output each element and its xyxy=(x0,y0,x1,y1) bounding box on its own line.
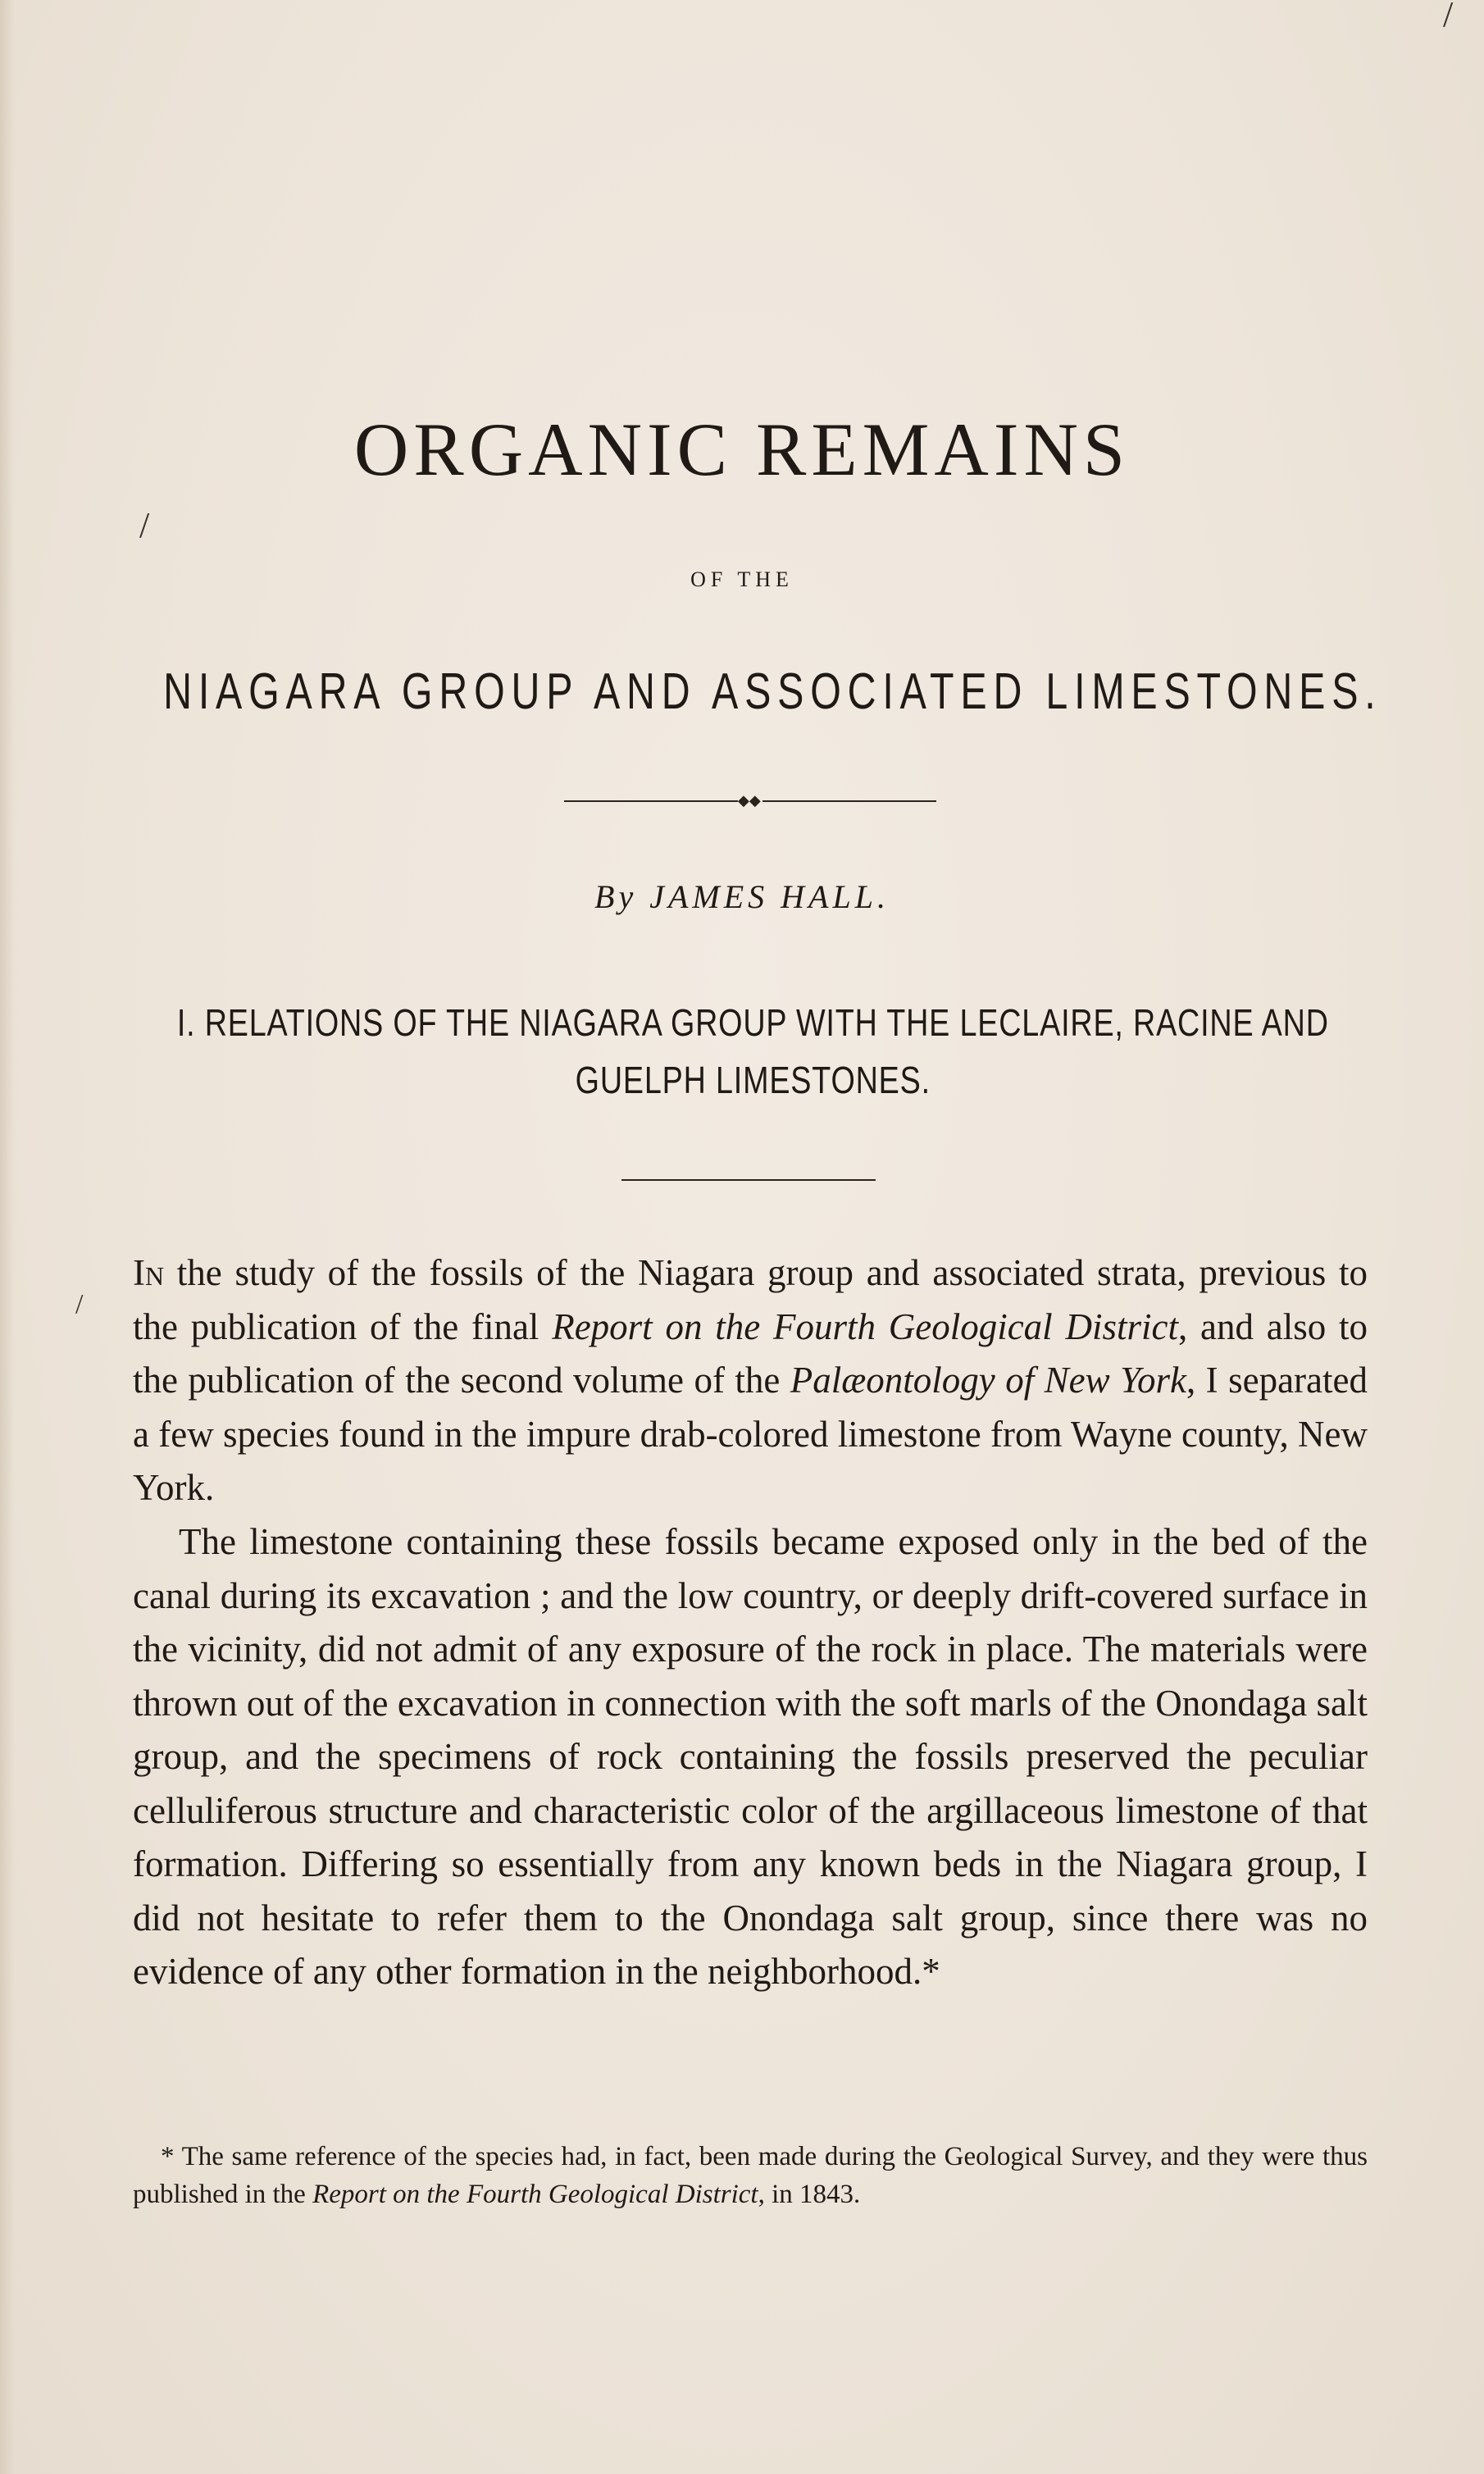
section-heading xyxy=(138,994,1368,1109)
paragraph-2 xyxy=(133,1515,1368,1999)
footnote-report-title: Report on the Fourth Geological District xyxy=(312,2180,758,2209)
title-connector: OF THE xyxy=(690,567,794,591)
paragraph-1-lead: In xyxy=(133,1252,165,1293)
section-heading-line-1: I. RELATIONS OF THE NIAGARA GROUP WITH THE LECLAIRE, RACINE AND xyxy=(176,1001,1329,1044)
section-divider xyxy=(621,1179,876,1181)
paragraph-1-text-a: the study of the fossils of the Niagara group and associated strata, previous to the publication of the final xyxy=(133,1252,1368,1347)
margin-mark-left-paragraph: / xyxy=(75,1289,84,1319)
paragraph-1 xyxy=(133,1246,1368,1515)
page-title: ORGANIC REMAINS xyxy=(353,408,1131,491)
margin-mark-top-right: / xyxy=(1443,0,1454,34)
footnote-text-a: * The same reference of the species had, in fact, been made during the Geological Survey, and they were thus published in the xyxy=(133,2142,1368,2209)
footnote-text-b: , in 1843. xyxy=(758,2180,861,2209)
page-subtitle: NIAGARA GROUP AND ASSOCIATED LIMESTONES. xyxy=(163,663,1382,720)
paragraph-1-report-title: Report on the Fourth Geological District xyxy=(552,1305,1178,1347)
margin-mark-left-title: / xyxy=(139,505,150,545)
title-ornament-rule: ◆◆ xyxy=(564,793,936,809)
author-byline: By JAMES HALL. xyxy=(594,878,890,915)
footnote xyxy=(133,2138,1368,2213)
paragraph-1-text-b: , and also to the publication of the second volume of the xyxy=(133,1305,1368,1401)
paragraph-1-palaeontology-title: Palæontology of New York xyxy=(790,1360,1186,1401)
paragraph-2-text: The limestone containing these fossils became exposed only in the bed of the canal during its excavation ; and the low country, or deeply drift-covered surface in the vicinity, did not admit of any exposure of the rock in place. The materials were thrown out of the excavation in connection with the soft marls of the Onondaga salt group, and the specimens of rock containing the fossils preserved the peculiar celluliferous structure and characteristic color of the argillaceous limestone of that formation. Differing so essentially from any known beds in the Niagara group, I did not hesitate to refer them to the Onondaga salt group, since there was no evidence of any other formation in the neighborhood.* xyxy=(133,1521,1368,1992)
section-heading-line-2: GUELPH LIMESTONES. xyxy=(575,1059,931,1101)
page-edge-shadow xyxy=(0,0,15,2474)
paragraph-1-text-c: , I separated a few species found in the impure drab-colored limestone from Wayne county, New York. xyxy=(133,1360,1368,1508)
